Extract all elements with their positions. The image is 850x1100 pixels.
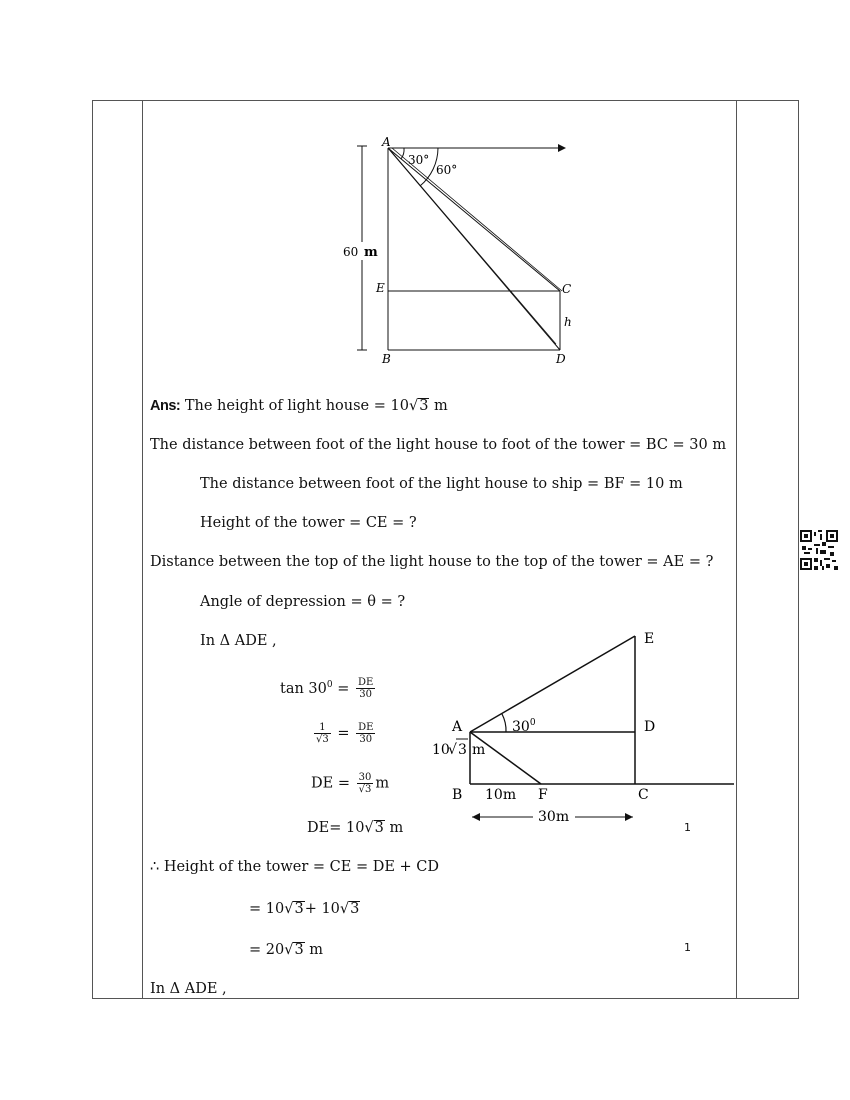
fig1-label-d: D	[556, 352, 566, 366]
eq1-eq: =	[332, 680, 354, 697]
eq4-unit: m	[384, 820, 404, 836]
fig1-angle-60: 60°	[436, 163, 458, 177]
answer-line-4: Height of the tower = CE = ?	[200, 515, 417, 531]
equation-4: DE= 10√3 m	[307, 820, 404, 836]
ans-label: Ans:	[150, 398, 181, 414]
fig2-ab-unit: m	[472, 742, 486, 758]
fig2-label-d: D	[644, 719, 656, 735]
eq3-unit: m	[375, 775, 390, 792]
fig1-label-a: A	[382, 135, 391, 149]
marks-2: 1	[684, 941, 691, 954]
answer-line1-suffix: m	[429, 398, 448, 414]
fig2-label-f: F	[538, 787, 548, 803]
fig1-angle-30: 30°	[408, 153, 430, 167]
answer-line-7: In Δ ADE ,	[200, 633, 277, 649]
fig1-height-label: 60	[343, 245, 359, 259]
fig2-angle-value: 30	[512, 719, 530, 735]
answer-line-1: Ans: The height of light house = 10√3 m	[150, 398, 448, 414]
fig1-label-h: h	[564, 315, 572, 329]
answer-line-6: Angle of depression = θ = ?	[200, 594, 406, 610]
conclusion-line3-prefix: = 20	[249, 942, 285, 958]
conclusion-line3-root: 3	[294, 942, 304, 958]
lighthouse-figure-top	[330, 130, 580, 370]
answer-line1-prefix: The height of light house = 10	[184, 398, 409, 414]
eq1-sup: 0	[326, 680, 333, 690]
eq2-den-root: 3	[322, 734, 329, 745]
eq4-root: 3	[374, 820, 384, 836]
equation-1	[280, 676, 377, 700]
fig2-label-c: C	[638, 787, 649, 803]
conclusion-line2-root2: 3	[350, 901, 360, 917]
eq3-num: 30	[357, 772, 374, 784]
conclusion-line-2: = 10√3+ 10√3	[249, 901, 360, 917]
fig1-height-unit: m	[364, 245, 378, 260]
conclusion-line-3: = 20√3 m	[249, 942, 324, 958]
eq2-rnum: DE	[358, 722, 374, 733]
eq4-left: DE= 10	[307, 820, 365, 836]
fig1-label-c: C	[562, 282, 572, 296]
fig1-label-e: E	[376, 281, 385, 295]
answer-line-2: The distance between foot of the light house to foot of the tower = BC = 30 m	[150, 437, 727, 453]
conclusion-line3-suffix: m	[304, 942, 324, 958]
eq2-eq: =	[332, 725, 355, 742]
eq1-num: DE	[357, 677, 374, 689]
column-divider-right	[736, 100, 737, 999]
answer-line1-root: 3	[419, 398, 429, 414]
conclusion-line2-mid: + 10	[304, 901, 340, 917]
equation-3: DE = $\frac{30}{√3}$ m	[311, 772, 390, 795]
eq1-den: 30	[359, 689, 373, 701]
qr-code[interactable]	[800, 530, 838, 570]
fig2-label-b: B	[452, 787, 463, 803]
eq2-num: 1	[314, 722, 331, 734]
conclusion-line2-prefix: = 10	[249, 901, 285, 917]
fig2-label-a: A	[452, 719, 463, 735]
fig1-label-b: B	[382, 352, 391, 366]
fig2-angle-sup: 0	[529, 718, 536, 728]
column-divider-left	[142, 100, 143, 999]
fig2-ab-root: 3	[458, 742, 467, 758]
fig2-ab-radical: √	[448, 742, 457, 758]
answer-line-3: The distance between foot of the light house to ship = BF = 10 m	[200, 476, 683, 492]
conclusion-line2-root: 3	[294, 901, 304, 917]
answer-line-5: Distance between the top of the light house to the top of the tower = AE = ?	[150, 554, 714, 570]
conclusion-line-4: In Δ ADE ,	[150, 981, 227, 997]
eq2-rden: 30	[359, 734, 373, 745]
marks-1: 1	[684, 821, 691, 834]
tower-ship-figure	[428, 624, 738, 830]
eq1-left: tan 30	[280, 680, 327, 697]
conclusion-line-1: ∴ Height of the tower = CE = DE + CD	[150, 859, 440, 875]
eq3-den-root: 3	[364, 784, 372, 795]
eq3-left: DE =	[311, 775, 355, 792]
fig2-label-e: E	[644, 631, 655, 647]
equation-2: $\frac{1}{√3}$ = $\frac{DE}{30}$	[316, 722, 374, 745]
fig2-bf: 10m	[485, 787, 517, 803]
fig2-ab-prefix: 10	[432, 742, 450, 758]
fig2-bc: 30m	[538, 809, 570, 825]
